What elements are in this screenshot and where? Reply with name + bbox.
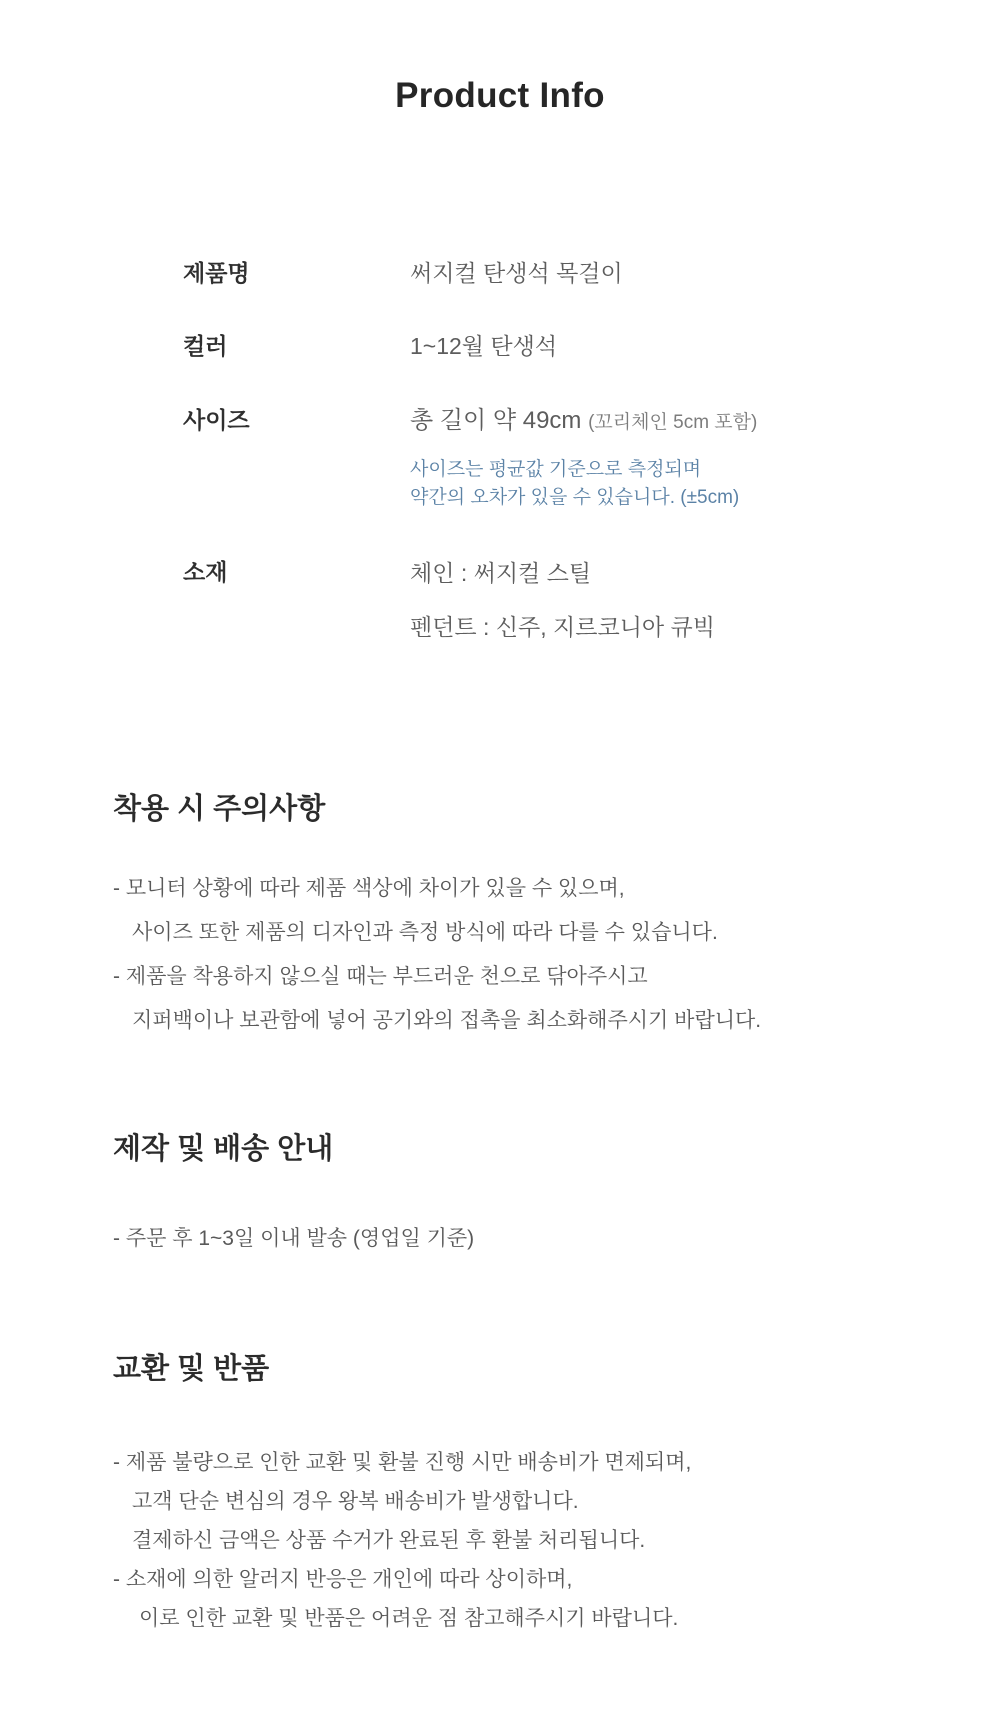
spec-table xyxy=(183,258,1000,643)
bullet-line: - 제품을 착용하지 않으실 때는 부드러운 천으로 닦아주시고 xyxy=(113,965,648,988)
spec-label-material: 소재 xyxy=(183,559,228,585)
size-note-line1: 사이즈는 평균값 기준으로 측정되며 xyxy=(410,459,702,480)
section-shipping-heading: 제작 및 배송 안내 xyxy=(113,1133,334,1165)
spec-row-color xyxy=(183,331,1000,361)
section-exchange-heading: 교환 및 반품 xyxy=(113,1353,270,1385)
bullet-line: 지퍼백이나 보관함에 넣어 공기와의 접촉을 최소화해주시기 바랍니다. xyxy=(132,1009,762,1032)
spec-value-product-name: 써지컬 탄생석 목걸이 xyxy=(410,260,623,286)
spec-row-pendant xyxy=(183,611,1000,643)
spec-value-material-chain: 체인 : 써지컬 스틸 xyxy=(410,560,592,586)
section-care-bullets xyxy=(113,867,920,1043)
size-value-main: 총 길이 약 49cm xyxy=(410,407,582,434)
section-exchange-bullets xyxy=(113,1443,920,1638)
spec-row-size xyxy=(183,405,1000,439)
size-tolerance-note xyxy=(410,456,1000,512)
size-note-line2: 약간의 오차가 있을 수 있습니다. (±5cm) xyxy=(410,487,740,508)
bullet-line: - 모니터 상황에 따라 제품 색상에 차이가 있을 수 있으며, xyxy=(113,877,625,900)
bullet-line: - 주문 후 1~3일 이내 발송 (영업일 기준) xyxy=(113,1227,475,1250)
bullet-line: 고객 단순 변심의 경우 왕복 배송비가 발생합니다. xyxy=(132,1490,579,1513)
section-care-heading: 착용 시 주의사항 xyxy=(113,793,326,825)
bullet-line: - 소재에 의한 알러지 반응은 개인에 따라 상이하며, xyxy=(113,1568,573,1591)
spec-label-size: 사이즈 xyxy=(183,407,250,433)
bullet-line: - 제품 불량으로 인한 교환 및 환불 진행 시만 배송비가 면제되며, xyxy=(113,1451,692,1474)
section-shipping-info xyxy=(113,1133,920,1261)
spec-label-product-name: 제품명 xyxy=(183,260,250,286)
spec-label-color: 컬러 xyxy=(183,333,228,359)
bullet-line: 이로 인한 교환 및 반품은 어려운 점 참고해주시기 바랍니다. xyxy=(139,1607,679,1630)
spec-row-material xyxy=(183,557,1000,589)
bullet-line: 결제하신 금액은 상품 수거가 완료된 후 환불 처리됩니다. xyxy=(132,1529,646,1552)
section-exchange-return xyxy=(113,1353,920,1638)
page-title: Product Info xyxy=(395,76,605,115)
section-shipping-bullets xyxy=(113,1217,920,1261)
bullet-line: 사이즈 또한 제품의 디자인과 측정 방식에 따라 다를 수 있습니다. xyxy=(132,921,718,944)
spec-value-size xyxy=(410,405,757,439)
info-sections xyxy=(113,793,920,1638)
spec-row-product-name xyxy=(183,258,1000,288)
spec-value-color: 1~12월 탄생석 xyxy=(410,333,558,359)
spec-value-material-pendant: 펜던트 : 신주, 지르코니아 큐빅 xyxy=(410,614,715,640)
size-value-sub: (꼬리체인 5cm 포함) xyxy=(588,412,758,433)
section-care-instructions xyxy=(113,793,920,1043)
